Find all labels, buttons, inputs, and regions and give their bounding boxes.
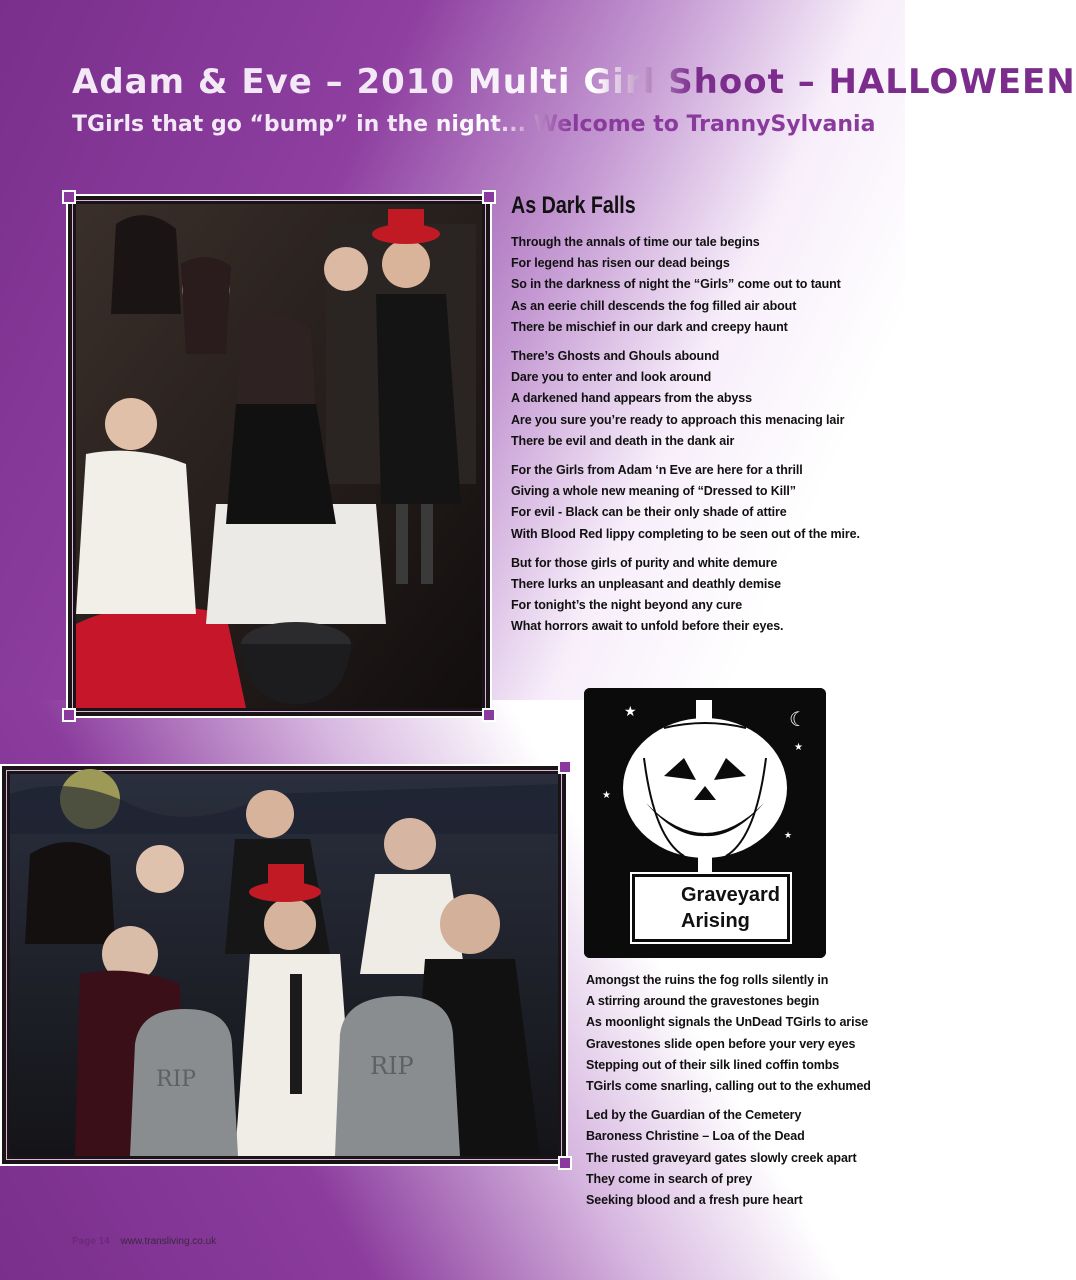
poem-graveyard-arising xyxy=(586,970,886,1219)
poem-line: For evil - Black can be their only shade of attire xyxy=(511,505,787,520)
poem-line: Seeking blood and a fresh pure heart xyxy=(586,1193,803,1208)
svg-text:★: ★ xyxy=(784,831,793,841)
sign-line: Arising xyxy=(681,910,750,932)
poem-line: Stepping out of their silk lined coffin tombs xyxy=(586,1057,840,1072)
page-number: Page 14 xyxy=(72,1236,110,1247)
stanza xyxy=(511,346,891,452)
poem-line: So in the darkness of night the “Girls” come out to taunt xyxy=(511,277,841,292)
photo-illustration xyxy=(76,204,482,708)
poem-line: But for those girls of purity and white demure xyxy=(511,555,778,570)
poem-line: A stirring around the gravestones begin xyxy=(586,994,820,1009)
poem-line: Dare you to enter and look around xyxy=(511,370,712,385)
poem-line: They come in search of prey xyxy=(586,1171,753,1186)
svg-text:☾: ☾ xyxy=(789,707,807,731)
website-link[interactable]: www.transliving.co.uk xyxy=(120,1236,217,1247)
page-footer xyxy=(72,1236,216,1247)
poem-line: For tonight’s the night beyond any cure xyxy=(511,598,743,613)
poem-line: Baroness Christine – Loa of the Dead xyxy=(586,1129,805,1144)
poem-line: As moonlight signals the UnDead TGirls to arise xyxy=(586,1015,869,1030)
svg-text:★: ★ xyxy=(624,704,637,720)
stanza xyxy=(586,1105,886,1211)
svg-text:★: ★ xyxy=(794,742,803,753)
poem-as-dark-falls xyxy=(511,232,891,646)
stanza xyxy=(511,232,891,338)
gravestone-text-left: RIP xyxy=(156,1067,197,1092)
poem-line: For legend has risen our dead beings xyxy=(511,256,730,271)
poem-line: There lurks an unpleasant and deathly demise xyxy=(511,577,781,592)
page-title: Adam & Eve – 2010 Multi Girl Shoot – HALLOWEEN xyxy=(72,62,1076,102)
graveyard-sign-text xyxy=(681,882,791,934)
poem-line: As an eerie chill descends the fog filled air about xyxy=(511,298,797,313)
poem-line: What horrors await to unfold before their eyes. xyxy=(511,619,784,634)
poem-line: There be evil and death in the dank air xyxy=(511,433,735,448)
poem-line: A darkened hand appears from the abyss xyxy=(511,391,752,406)
halloween-group-photo-bottom xyxy=(0,764,568,1166)
poem-line: There be mischief in our dark and creepy haunt xyxy=(511,319,788,334)
stanza xyxy=(511,553,891,638)
poem-line: For the Girls from Adam ‘n Eve are here for a thrill xyxy=(511,463,803,478)
poem-line: Are you sure you’re ready to approach this menacing lair xyxy=(511,412,845,427)
stanza xyxy=(511,460,891,545)
svg-text:★: ★ xyxy=(602,790,611,801)
stanza xyxy=(586,970,886,1097)
poem-line: Led by the Guardian of the Cemetery xyxy=(586,1108,802,1123)
poem-line: With Blood Red lippy completing to be seen out of the mire. xyxy=(511,526,860,541)
poem-line: TGirls come snarling, calling out to the exhumed xyxy=(586,1079,871,1094)
poem-line: Giving a whole new meaning of “Dressed to Kill” xyxy=(511,484,796,499)
gravestone-text-right: RIP xyxy=(370,1052,414,1080)
poem-line: Amongst the ruins the fog rolls silently in xyxy=(586,973,829,987)
halloween-group-photo-top xyxy=(66,194,492,718)
poem-line: There’s Ghosts and Ghouls abound xyxy=(511,349,720,364)
poem-line: Gravestones slide open before your very eyes xyxy=(586,1036,856,1051)
sign-line: Graveyard xyxy=(681,884,780,906)
photo-illustration xyxy=(10,774,558,1156)
poem-line: The rusted graveyard gates slowly creek apart xyxy=(586,1150,857,1165)
poem-line: Through the annals of time our tale begins xyxy=(511,235,760,249)
page-subtitle: TGirls that go “bump” in the night... Welcome to TrannySylvania xyxy=(72,112,876,137)
poem-title-as-dark-falls: As Dark Falls xyxy=(511,192,636,219)
